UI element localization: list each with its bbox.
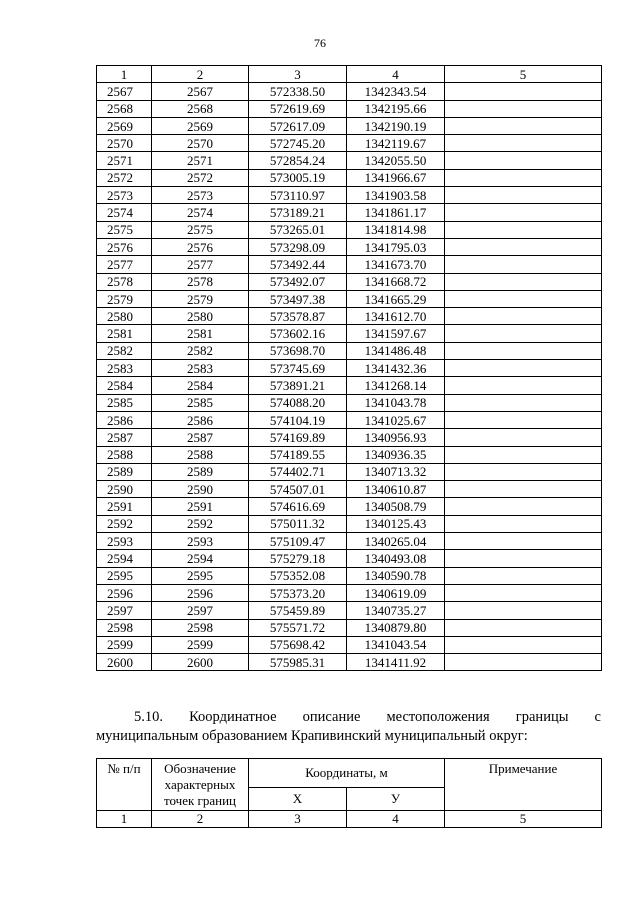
point-designation-cell: 2598 — [152, 619, 249, 636]
header-number-cell: 5 — [445, 811, 602, 828]
point-designation-cell: 2579 — [152, 290, 249, 307]
table-row — [97, 238, 602, 255]
column-number-1: 1 — [97, 66, 152, 83]
y-coordinate-cell: 1341043.78 — [347, 394, 445, 411]
point-number-cell: 2573 — [97, 187, 152, 204]
table-row — [97, 152, 602, 169]
note-cell — [445, 377, 602, 394]
point-designation-cell: 2599 — [152, 636, 249, 653]
point-number-cell: 2591 — [97, 498, 152, 515]
header-number-cell: 4 — [347, 811, 445, 828]
table-row — [97, 83, 602, 100]
point-designation-cell: 2582 — [152, 342, 249, 359]
point-designation-cell: 2573 — [152, 187, 249, 204]
note-cell — [445, 325, 602, 342]
note-cell — [445, 394, 602, 411]
y-coordinate-cell: 1340713.32 — [347, 463, 445, 480]
header-num-cell: № п/п — [97, 759, 152, 811]
point-designation-cell: 2583 — [152, 360, 249, 377]
table-row — [97, 515, 602, 532]
y-coordinate-cell: 1340610.87 — [347, 481, 445, 498]
point-designation-cell: 2576 — [152, 238, 249, 255]
x-coordinate-cell: 573497.38 — [249, 290, 347, 307]
note-cell — [445, 533, 602, 550]
x-coordinate-cell: 572338.50 — [249, 83, 347, 100]
x-coordinate-cell: 574189.55 — [249, 446, 347, 463]
point-number-cell: 2570 — [97, 135, 152, 152]
note-cell — [445, 152, 602, 169]
point-number-cell: 2567 — [97, 83, 152, 100]
point-number-cell: 2579 — [97, 290, 152, 307]
table-row — [97, 619, 602, 636]
point-number-cell: 2585 — [97, 394, 152, 411]
point-number-cell: 2569 — [97, 117, 152, 134]
note-cell — [445, 567, 602, 584]
table-row — [97, 377, 602, 394]
table-row — [97, 256, 602, 273]
section-paragraph — [96, 708, 601, 746]
table-row — [97, 204, 602, 221]
column-number-2: 2 — [152, 66, 249, 83]
y-coordinate-cell: 1341597.67 — [347, 325, 445, 342]
note-cell — [445, 602, 602, 619]
table-row — [97, 187, 602, 204]
point-number-cell: 2576 — [97, 238, 152, 255]
note-cell — [445, 83, 602, 100]
table-row — [97, 325, 602, 342]
x-coordinate-cell: 574088.20 — [249, 394, 347, 411]
point-designation-cell: 2567 — [152, 83, 249, 100]
point-number-cell: 2595 — [97, 567, 152, 584]
note-cell — [445, 100, 602, 117]
x-coordinate-cell: 573602.16 — [249, 325, 347, 342]
point-designation-cell: 2570 — [152, 135, 249, 152]
point-designation-cell: 2581 — [152, 325, 249, 342]
header-number-cell: 1 — [97, 811, 152, 828]
point-designation-cell: 2586 — [152, 411, 249, 428]
point-designation-cell: 2572 — [152, 169, 249, 186]
point-number-cell: 2589 — [97, 463, 152, 480]
x-coordinate-cell: 575459.89 — [249, 602, 347, 619]
y-coordinate-cell: 1340936.35 — [347, 446, 445, 463]
point-number-cell: 2599 — [97, 636, 152, 653]
section-word: описание — [302, 709, 361, 725]
x-coordinate-cell: 573492.07 — [249, 273, 347, 290]
table-row — [97, 463, 602, 480]
boundary-header-table — [96, 758, 602, 828]
table-row — [97, 117, 602, 134]
point-number-cell: 2572 — [97, 169, 152, 186]
x-coordinate-cell: 574169.89 — [249, 429, 347, 446]
note-cell — [445, 290, 602, 307]
column-number-4: 4 — [347, 66, 445, 83]
table-row — [97, 135, 602, 152]
section-word: границы — [515, 709, 569, 725]
point-number-cell: 2593 — [97, 533, 152, 550]
y-coordinate-cell: 1340590.78 — [347, 567, 445, 584]
note-cell — [445, 654, 602, 671]
y-coordinate-cell: 1341673.70 — [347, 256, 445, 273]
table-row — [97, 394, 602, 411]
point-number-cell: 2578 — [97, 273, 152, 290]
x-coordinate-cell: 573005.19 — [249, 169, 347, 186]
point-number-cell: 2597 — [97, 602, 152, 619]
note-cell — [445, 342, 602, 359]
point-designation-cell: 2592 — [152, 515, 249, 532]
point-number-cell: 2592 — [97, 515, 152, 532]
y-coordinate-cell: 1342343.54 — [347, 83, 445, 100]
y-coordinate-cell: 1342190.19 — [347, 117, 445, 134]
y-coordinate-cell: 1341814.98 — [347, 221, 445, 238]
y-coordinate-cell: 1340879.80 — [347, 619, 445, 636]
point-number-cell: 2575 — [97, 221, 152, 238]
y-coordinate-cell: 1340265.04 — [347, 533, 445, 550]
note-cell — [445, 187, 602, 204]
note-cell — [445, 308, 602, 325]
y-coordinate-cell: 1341486.48 — [347, 342, 445, 359]
x-coordinate-cell: 573298.09 — [249, 238, 347, 255]
header-coords-cell: Координаты, м — [249, 759, 445, 788]
table-row — [97, 533, 602, 550]
point-designation-cell: 2577 — [152, 256, 249, 273]
table-row — [97, 446, 602, 463]
y-coordinate-cell: 1340508.79 — [347, 498, 445, 515]
y-coordinate-cell: 1341432.36 — [347, 360, 445, 377]
note-cell — [445, 256, 602, 273]
y-coordinate-cell: 1341861.17 — [347, 204, 445, 221]
header-designation-line: Обозначение — [164, 760, 236, 776]
point-designation-cell: 2585 — [152, 394, 249, 411]
table-row — [97, 169, 602, 186]
point-number-cell: 2600 — [97, 654, 152, 671]
section-word: с — [594, 709, 601, 725]
y-coordinate-cell: 1341411.92 — [347, 654, 445, 671]
note-cell — [445, 135, 602, 152]
note-cell — [445, 273, 602, 290]
y-coordinate-cell: 1342055.50 — [347, 152, 445, 169]
table-row — [97, 636, 602, 653]
table-row — [97, 411, 602, 428]
note-cell — [445, 411, 602, 428]
header-number-cell: 2 — [152, 811, 249, 828]
note-cell — [445, 584, 602, 601]
y-coordinate-cell: 1341903.58 — [347, 187, 445, 204]
header-designation-line: точек границ — [163, 792, 237, 808]
point-designation-cell: 2587 — [152, 429, 249, 446]
point-designation-cell: 2600 — [152, 654, 249, 671]
table-header-row — [97, 66, 602, 83]
point-designation-cell: 2589 — [152, 463, 249, 480]
x-coordinate-cell: 572854.24 — [249, 152, 347, 169]
header-x-cell: X — [249, 788, 347, 811]
x-coordinate-cell: 575352.08 — [249, 567, 347, 584]
note-cell — [445, 636, 602, 653]
y-coordinate-cell: 1340956.93 — [347, 429, 445, 446]
y-coordinate-cell: 1340619.09 — [347, 584, 445, 601]
point-designation-cell: 2569 — [152, 117, 249, 134]
note-cell — [445, 498, 602, 515]
y-coordinate-cell: 1341668.72 — [347, 273, 445, 290]
point-designation-cell: 2578 — [152, 273, 249, 290]
y-coordinate-cell: 1341268.14 — [347, 377, 445, 394]
section-number: 5.10. — [134, 709, 163, 725]
x-coordinate-cell: 574402.71 — [249, 463, 347, 480]
y-coordinate-cell: 1341966.67 — [347, 169, 445, 186]
table-row — [97, 481, 602, 498]
x-coordinate-cell: 572745.20 — [249, 135, 347, 152]
point-designation-cell: 2591 — [152, 498, 249, 515]
y-coordinate-cell: 1341043.54 — [347, 636, 445, 653]
point-number-cell: 2574 — [97, 204, 152, 221]
header-designation-line: характерных — [164, 776, 236, 792]
x-coordinate-cell: 573189.21 — [249, 204, 347, 221]
point-designation-cell: 2595 — [152, 567, 249, 584]
table-row — [97, 429, 602, 446]
point-designation-cell: 2574 — [152, 204, 249, 221]
x-coordinate-cell: 575011.32 — [249, 515, 347, 532]
point-number-cell: 2583 — [97, 360, 152, 377]
section-heading-line — [96, 708, 601, 727]
y-coordinate-cell: 1340493.08 — [347, 550, 445, 567]
note-cell — [445, 550, 602, 567]
y-coordinate-cell: 1341612.70 — [347, 308, 445, 325]
x-coordinate-cell: 573110.97 — [249, 187, 347, 204]
note-cell — [445, 515, 602, 532]
point-designation-cell: 2571 — [152, 152, 249, 169]
point-designation-cell: 2584 — [152, 377, 249, 394]
x-coordinate-cell: 575571.72 — [249, 619, 347, 636]
x-coordinate-cell: 575985.31 — [249, 654, 347, 671]
x-coordinate-cell: 573698.70 — [249, 342, 347, 359]
x-coordinate-cell: 573891.21 — [249, 377, 347, 394]
point-designation-cell: 2580 — [152, 308, 249, 325]
point-designation-cell: 2590 — [152, 481, 249, 498]
note-cell — [445, 221, 602, 238]
point-number-cell: 2584 — [97, 377, 152, 394]
column-number-5: 5 — [445, 66, 602, 83]
header-note-cell: Примечание — [445, 759, 602, 811]
point-number-cell: 2587 — [97, 429, 152, 446]
x-coordinate-cell: 573745.69 — [249, 360, 347, 377]
page-number: 76 — [314, 36, 326, 50]
table-row — [97, 308, 602, 325]
point-number-cell: 2582 — [97, 342, 152, 359]
table-row — [97, 221, 602, 238]
header-y-cell: У — [347, 788, 445, 811]
point-designation-cell: 2594 — [152, 550, 249, 567]
x-coordinate-cell: 574104.19 — [249, 411, 347, 428]
note-cell — [445, 429, 602, 446]
header-designation-cell — [152, 759, 249, 811]
note-cell — [445, 117, 602, 134]
section-text-line: муниципальным образованием Крапивинский муниципальный округ: — [96, 728, 528, 744]
table-row — [97, 360, 602, 377]
y-coordinate-cell: 1340125.43 — [347, 515, 445, 532]
x-coordinate-cell: 573492.44 — [249, 256, 347, 273]
y-coordinate-cell: 1341795.03 — [347, 238, 445, 255]
point-number-cell: 2571 — [97, 152, 152, 169]
point-designation-cell: 2575 — [152, 221, 249, 238]
table-row — [97, 654, 602, 671]
table-row — [97, 342, 602, 359]
table-row — [97, 602, 602, 619]
point-number-cell: 2580 — [97, 308, 152, 325]
point-number-cell: 2586 — [97, 411, 152, 428]
point-number-cell: 2598 — [97, 619, 152, 636]
note-cell — [445, 463, 602, 480]
note-cell — [445, 446, 602, 463]
point-designation-cell: 2596 — [152, 584, 249, 601]
table-row — [97, 550, 602, 567]
y-coordinate-cell: 1342195.66 — [347, 100, 445, 117]
point-number-cell: 2590 — [97, 481, 152, 498]
point-number-cell: 2594 — [97, 550, 152, 567]
point-designation-cell: 2568 — [152, 100, 249, 117]
point-number-cell: 2596 — [97, 584, 152, 601]
point-number-cell: 2568 — [97, 100, 152, 117]
point-designation-cell: 2593 — [152, 533, 249, 550]
x-coordinate-cell: 573578.87 — [249, 308, 347, 325]
point-number-cell: 2581 — [97, 325, 152, 342]
table-row — [97, 567, 602, 584]
table-row — [97, 498, 602, 515]
note-cell — [445, 481, 602, 498]
x-coordinate-cell: 575279.18 — [249, 550, 347, 567]
note-cell — [445, 238, 602, 255]
x-coordinate-cell: 572619.69 — [249, 100, 347, 117]
column-number-3: 3 — [249, 66, 347, 83]
section-word: Координатное — [189, 709, 277, 725]
x-coordinate-cell: 574616.69 — [249, 498, 347, 515]
point-designation-cell: 2597 — [152, 602, 249, 619]
x-coordinate-cell: 572617.09 — [249, 117, 347, 134]
x-coordinate-cell: 575109.47 — [249, 533, 347, 550]
point-designation-cell: 2588 — [152, 446, 249, 463]
y-coordinate-cell: 1341665.29 — [347, 290, 445, 307]
x-coordinate-cell: 575373.20 — [249, 584, 347, 601]
table-row — [97, 273, 602, 290]
x-coordinate-cell: 573265.01 — [249, 221, 347, 238]
point-number-cell: 2588 — [97, 446, 152, 463]
note-cell — [445, 204, 602, 221]
coordinates-table — [96, 65, 602, 671]
note-cell — [445, 360, 602, 377]
y-coordinate-cell: 1340735.27 — [347, 602, 445, 619]
y-coordinate-cell: 1341025.67 — [347, 411, 445, 428]
x-coordinate-cell: 575698.42 — [249, 636, 347, 653]
table-row — [97, 584, 602, 601]
header-number-cell: 3 — [249, 811, 347, 828]
table-row — [97, 100, 602, 117]
note-cell — [445, 169, 602, 186]
point-number-cell: 2577 — [97, 256, 152, 273]
note-cell — [445, 619, 602, 636]
y-coordinate-cell: 1342119.67 — [347, 135, 445, 152]
table-row — [97, 290, 602, 307]
x-coordinate-cell: 574507.01 — [249, 481, 347, 498]
section-word: местоположения — [386, 709, 490, 725]
